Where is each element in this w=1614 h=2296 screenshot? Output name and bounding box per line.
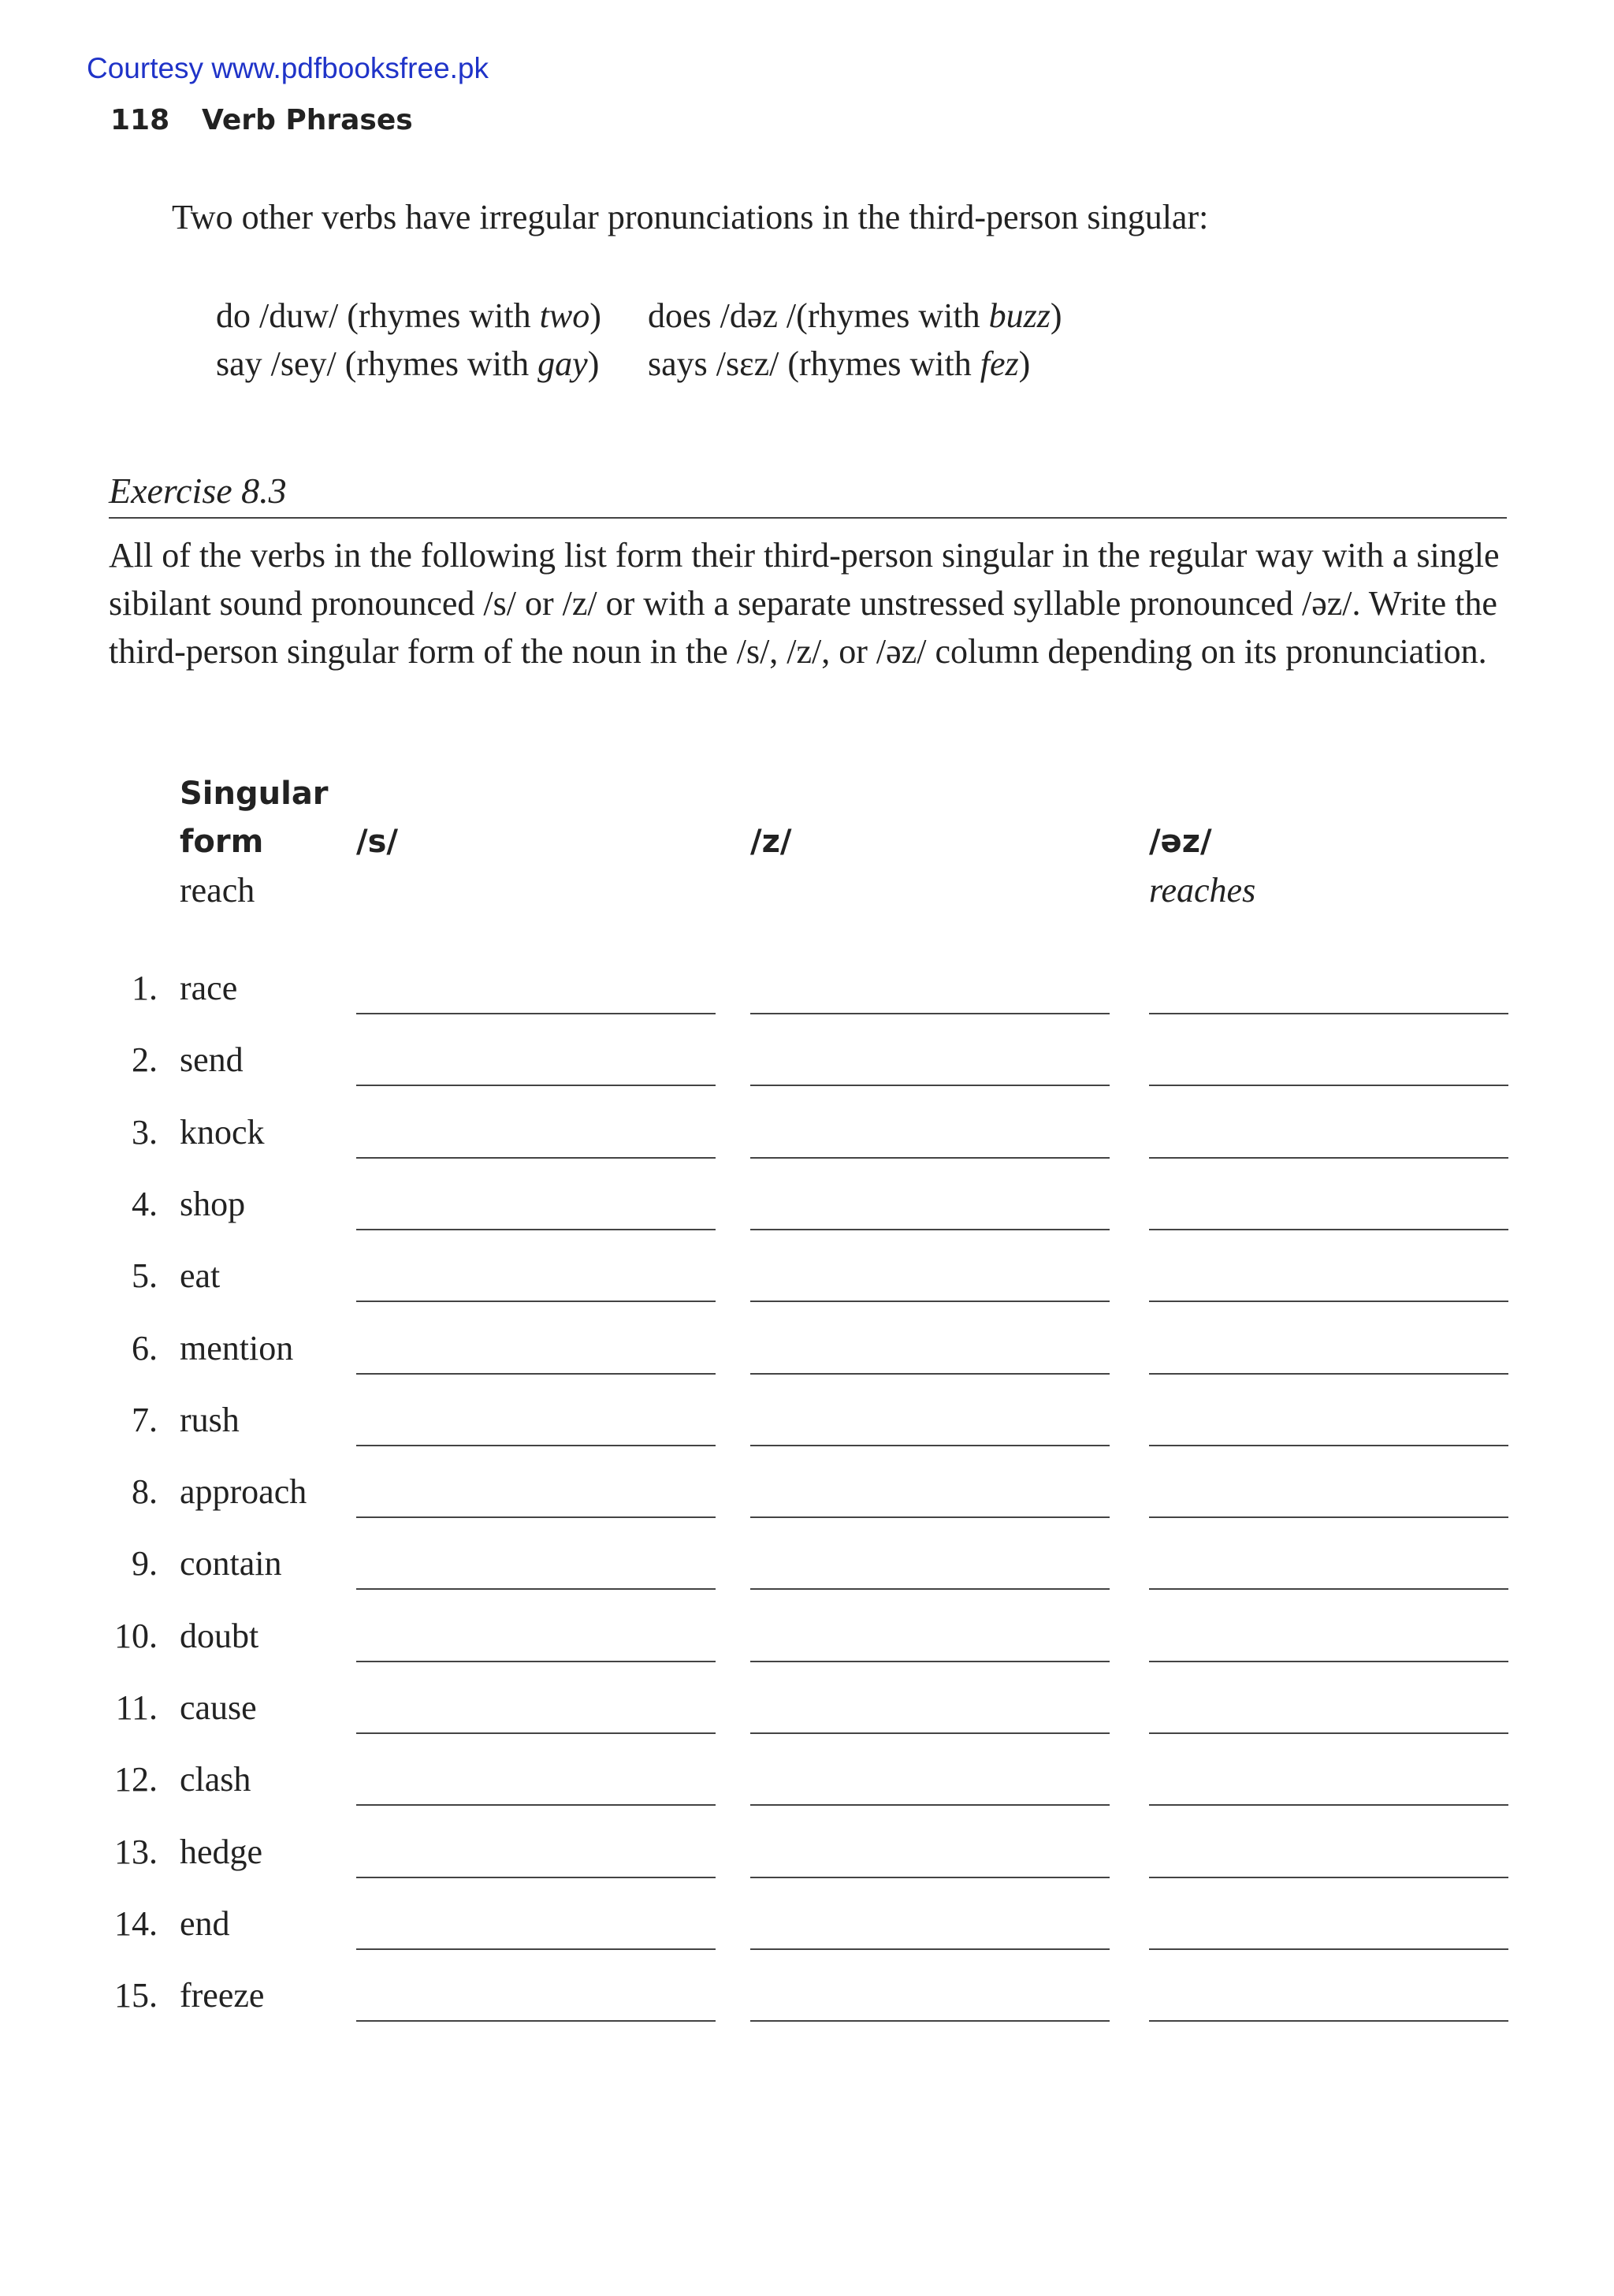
example-answer: reaches: [1149, 871, 1256, 910]
s-answer-line[interactable]: [356, 1301, 716, 1302]
item-verb: mention: [180, 1329, 294, 1368]
exercise-instructions: All of the verbs in the following list form their third-person singular in the regular way with a single sibilant sound pronounced /s/ or /z/ or with a separate unstressed syllable pronounced /əz/. Write the third-person singular form of the noun in the /s/, /z/, or /əz/ column depending on its pronunciation.: [109, 536, 1500, 671]
item-number: 6.: [132, 1329, 158, 1368]
rhyme-word: two: [539, 296, 590, 335]
third-person-form: says /sɛz/ (rhymes with fez): [648, 344, 1031, 383]
item-number: 12.: [114, 1760, 158, 1799]
header-ez: /əz/: [1149, 824, 1212, 860]
z-answer-line[interactable]: [750, 1732, 1110, 1734]
z-answer-line[interactable]: [750, 1516, 1110, 1518]
z-answer-line[interactable]: [750, 1588, 1110, 1590]
item-verb: contain: [180, 1544, 282, 1583]
s-answer-line[interactable]: [356, 1732, 716, 1734]
item-number: 2.: [132, 1040, 158, 1079]
header-z: /z/: [750, 824, 792, 860]
s-answer-line[interactable]: [356, 1661, 716, 1662]
z-answer-line[interactable]: [750, 1157, 1110, 1159]
s-answer-line[interactable]: [356, 1445, 716, 1446]
ez-answer-line[interactable]: [1149, 2020, 1508, 2022]
ez-answer-line[interactable]: [1149, 1948, 1508, 1950]
s-answer-line[interactable]: [356, 2020, 716, 2022]
rhyme-word: fez: [980, 344, 1019, 383]
z-answer-line[interactable]: [750, 1373, 1110, 1375]
item-number: 1.: [132, 969, 158, 1007]
item-number: 13.: [114, 1833, 158, 1871]
item-number: 9.: [132, 1544, 158, 1583]
pronunciation-row: [216, 292, 1062, 340]
z-answer-line[interactable]: [750, 1661, 1110, 1662]
base-form: do /duw/ (rhymes with two): [216, 296, 601, 335]
s-answer-line[interactable]: [356, 1804, 716, 1806]
z-answer-line[interactable]: [750, 1877, 1110, 1878]
ez-answer-line[interactable]: [1149, 1588, 1508, 1590]
z-answer-line[interactable]: [750, 1229, 1110, 1230]
item-number: 7.: [132, 1401, 158, 1439]
header-form: form: [180, 824, 264, 860]
s-answer-line[interactable]: [356, 1373, 716, 1375]
z-answer-line[interactable]: [750, 1013, 1110, 1014]
ez-answer-line[interactable]: [1149, 1013, 1508, 1014]
running-head: [110, 104, 413, 136]
z-answer-line[interactable]: [750, 2020, 1110, 2022]
z-answer-line[interactable]: [750, 1948, 1110, 1950]
header-singular: Singular: [180, 776, 329, 812]
ez-answer-line[interactable]: [1149, 1877, 1508, 1878]
item-verb: shop: [180, 1185, 246, 1223]
item-number: 3.: [132, 1113, 158, 1152]
z-answer-line[interactable]: [750, 1445, 1110, 1446]
z-answer-line[interactable]: [750, 1085, 1110, 1086]
s-answer-line[interactable]: [356, 1948, 716, 1950]
ez-answer-line[interactable]: [1149, 1445, 1508, 1446]
ez-answer-line[interactable]: [1149, 1661, 1508, 1662]
base-form: say /sey/ (rhymes with gay): [216, 344, 600, 383]
pronunciation-list: [216, 292, 1062, 388]
header-s: /s/: [356, 824, 399, 860]
item-verb: rush: [180, 1401, 240, 1439]
ez-answer-line[interactable]: [1149, 1804, 1508, 1806]
z-answer-line[interactable]: [750, 1804, 1110, 1806]
item-number: 11.: [115, 1688, 158, 1727]
s-answer-line[interactable]: [356, 1877, 716, 1878]
s-answer-line[interactable]: [356, 1085, 716, 1086]
s-answer-line[interactable]: [356, 1588, 716, 1590]
ez-answer-line[interactable]: [1149, 1732, 1508, 1734]
item-verb: send: [180, 1040, 244, 1079]
courtesy-link[interactable]: Courtesy www.pdfbooksfree.pk: [87, 52, 489, 84]
s-answer-line[interactable]: [356, 1516, 716, 1518]
ez-answer-line[interactable]: [1149, 1229, 1508, 1230]
item-verb: doubt: [180, 1617, 259, 1655]
example-word: reach: [180, 871, 255, 910]
ez-answer-line[interactable]: [1149, 1085, 1508, 1086]
z-answer-line[interactable]: [750, 1301, 1110, 1302]
exercise-divider: [109, 517, 1507, 519]
ez-answer-line[interactable]: [1149, 1301, 1508, 1302]
s-answer-line[interactable]: [356, 1157, 716, 1159]
item-verb: knock: [180, 1113, 265, 1152]
item-number: 10.: [114, 1617, 158, 1655]
item-number: 8.: [132, 1472, 158, 1511]
item-verb: hedge: [180, 1833, 263, 1871]
item-verb: clash: [180, 1760, 251, 1799]
third-person-form: does /dəz /(rhymes with buzz): [648, 296, 1062, 335]
ez-answer-line[interactable]: [1149, 1516, 1508, 1518]
ez-answer-line[interactable]: [1149, 1373, 1508, 1375]
rhyme-word: buzz: [988, 296, 1051, 335]
rhyme-word: gay: [537, 344, 588, 383]
item-verb: freeze: [180, 1976, 265, 2015]
item-verb: eat: [180, 1256, 221, 1295]
item-number: 4.: [132, 1185, 158, 1223]
item-verb: end: [180, 1904, 230, 1943]
item-number: 15.: [114, 1976, 158, 2015]
item-number: 14.: [114, 1904, 158, 1943]
s-answer-line[interactable]: [356, 1229, 716, 1230]
s-answer-line[interactable]: [356, 1013, 716, 1014]
item-verb: race: [180, 969, 238, 1007]
intro-text: Two other verbs have irregular pronunciations in the third-person singular:: [172, 198, 1209, 236]
item-verb: cause: [180, 1688, 257, 1727]
item-number: 5.: [132, 1256, 158, 1295]
exercise-title: Exercise 8.3: [109, 471, 287, 511]
pronunciation-row: [216, 340, 1062, 388]
section-title: Verb Phrases: [202, 104, 413, 136]
page-number: 118: [110, 104, 170, 136]
ez-answer-line[interactable]: [1149, 1157, 1508, 1159]
item-verb: approach: [180, 1472, 307, 1511]
